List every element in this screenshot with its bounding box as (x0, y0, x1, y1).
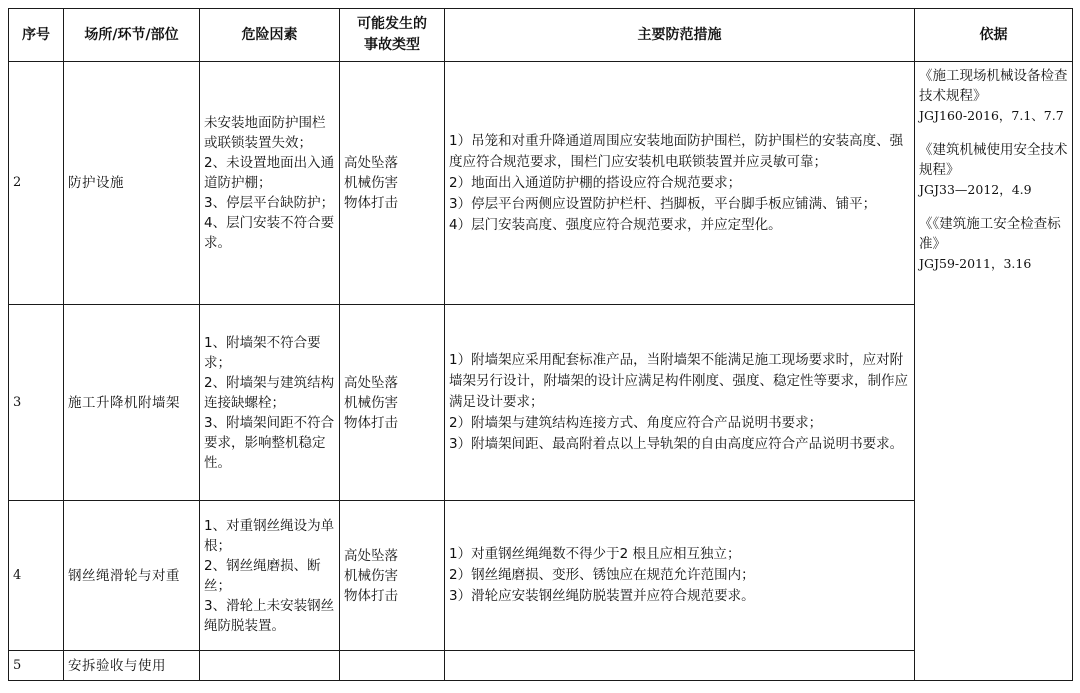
row-accident-type: 高处坠落 机械伤害 物体打击 (340, 62, 445, 305)
row-accident-type: 高处坠落 机械伤害 物体打击 (340, 305, 445, 501)
hazard-table (8, 8, 1073, 681)
header-hazard: 危险因素 (200, 9, 340, 62)
row-hazard: 1、对重钢丝绳设为单根； 2、钢丝绳磨损、断丝； 3、滑轮上未安装钢丝绳防脱装置。 (200, 501, 340, 651)
row-accident-type (340, 651, 445, 681)
basis-item: 《施工现场机械设备检查技术规程》 JGJ160-2016，7.1、7.7 (919, 68, 1068, 123)
row-no: 2 (9, 62, 64, 305)
header-place: 场所/环节/部位 (64, 9, 200, 62)
row-place: 施工升降机附墙架 (64, 305, 200, 501)
row-place: 安拆验收与使用 (64, 651, 200, 681)
header-basis: 依据 (915, 9, 1073, 62)
row-hazard: 1、附墙架不符合要求； 2、附墙架与建筑结构连接缺螺栓； 3、附墙架间距不符合要求，影响整机稳定性。 (200, 305, 340, 501)
header-row (9, 9, 1073, 62)
row-measures (445, 651, 915, 681)
basis-cell (915, 62, 1073, 681)
row-measures: 1）吊笼和对重升降通道周围应安装地面防护围栏，防护围栏的安装高度、强度应符合规范要求，围栏门应安装机电联锁装置并应灵敏可靠； 2）地面出入通道防护棚的搭设应符合规范要求； 3）停层平台两侧应设置防护栏杆、挡脚板，平台脚手板应铺满、铺平； 4）层门安装高度、强度应符合规范要求，并应定型化。 (445, 62, 915, 305)
row-measures: 1）对重钢丝绳绳数不得少于2 根且应相互独立； 2）钢丝绳磨损、变形、锈蚀应在规范允许范围内； 3）滑轮应安装钢丝绳防脱装置并应符合规范要求。 (445, 501, 915, 651)
table-row (9, 62, 1073, 305)
basis-item: 《《建筑施工安全检查标准》 JGJ59-2011，3.16 (919, 216, 1061, 271)
header-accident-type: 可能发生的 事故类型 (340, 9, 445, 62)
basis-item: 《建筑机械使用安全技术规程》 JGJ33—2012，4.9 (919, 142, 1068, 197)
row-no: 3 (9, 305, 64, 501)
row-no: 5 (9, 651, 64, 681)
header-measures: 主要防范措施 (445, 9, 915, 62)
row-hazard (200, 651, 340, 681)
row-measures: 1）附墙架应采用配套标准产品，当附墙架不能满足施工现场要求时，应对附墙架另行设计，附墙架的设计应满足构件刚度、强度、稳定性等要求，制作应满足设计要求； 2）附墙架与建筑结构连接方式、角度应符合产品说明书要求； 3）附墙架间距、最高附着点以上导轨架的自由高度应符合产品说明书要求。 (445, 305, 915, 501)
header-no: 序号 (9, 9, 64, 62)
row-hazard: 未安装地面防护围栏或联锁装置失效； 2、未设置地面出入通道防护棚； 3、停层平台缺防护； 4、层门安装不符合要求。 (200, 62, 340, 305)
row-accident-type: 高处坠落 机械伤害 物体打击 (340, 501, 445, 651)
row-no: 4 (9, 501, 64, 651)
row-place: 钢丝绳滑轮与对重 (64, 501, 200, 651)
table-row (9, 305, 1073, 501)
table-row (9, 501, 1073, 651)
table-row (9, 651, 1073, 681)
row-place: 防护设施 (64, 62, 200, 305)
